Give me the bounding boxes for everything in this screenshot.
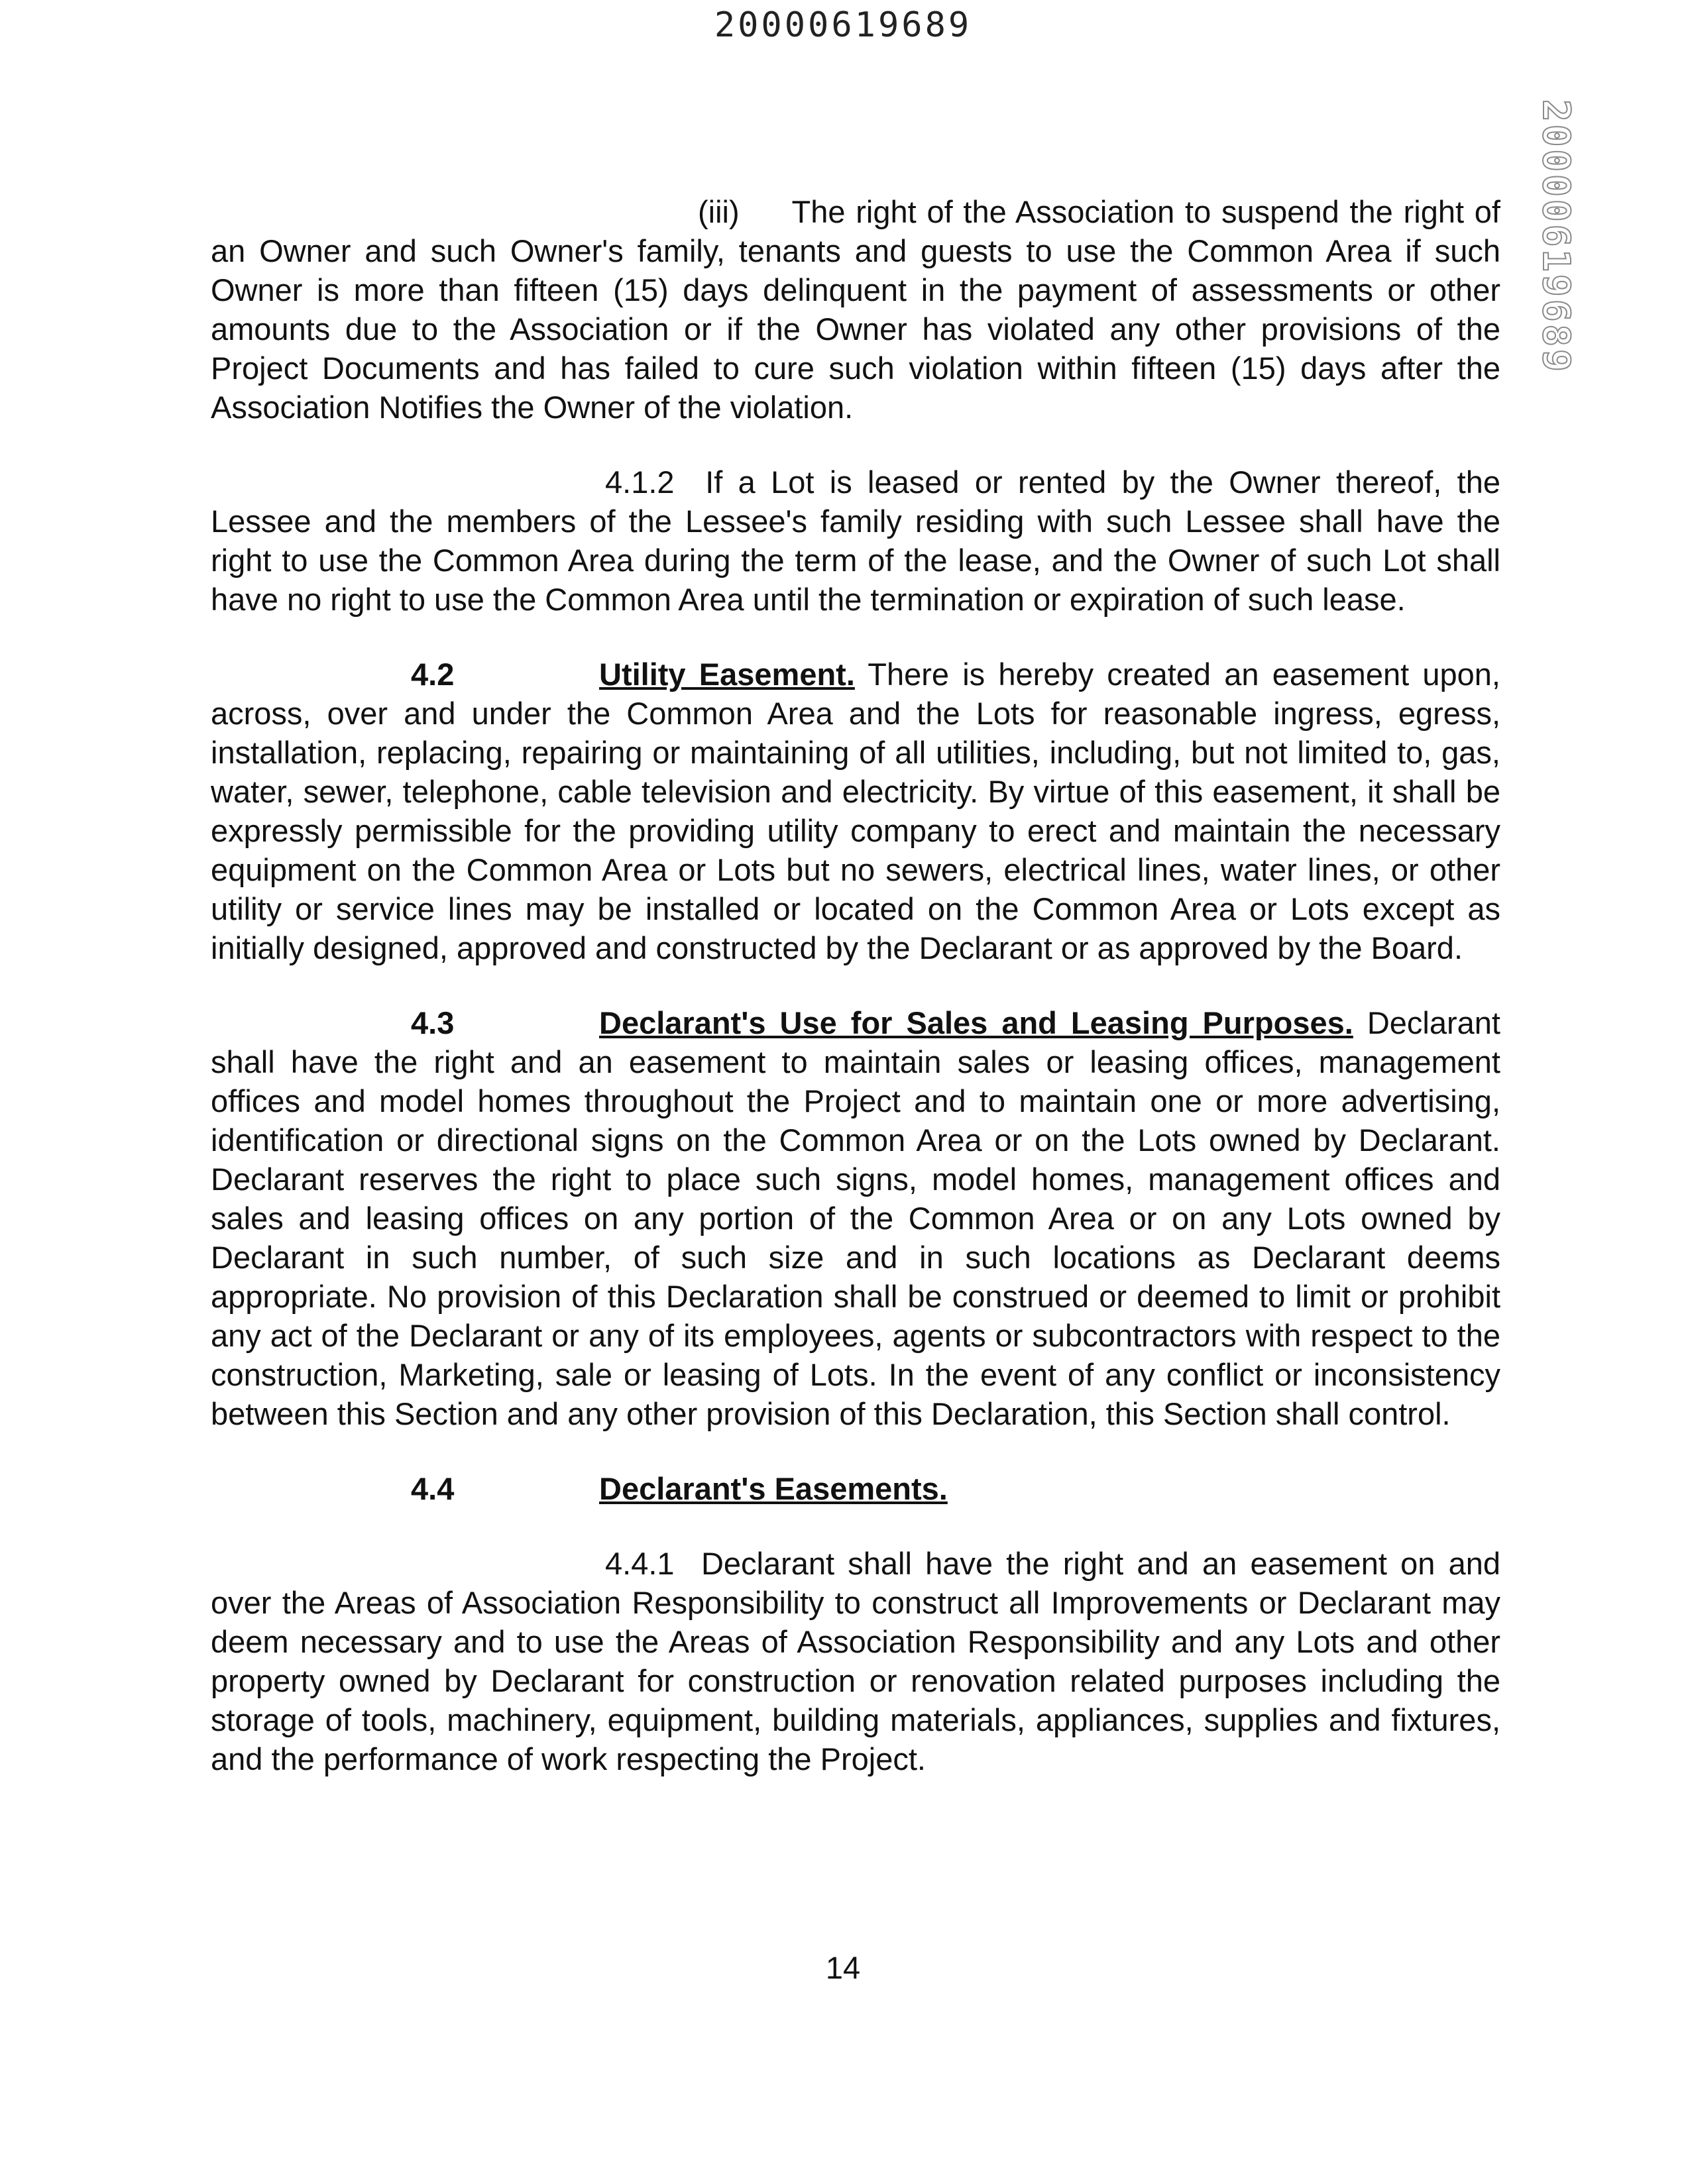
section-4-3-number: 4.3 xyxy=(411,1005,455,1040)
document-number: 20000619689 xyxy=(714,5,972,45)
paragraph-iii-text: The right of the Association to suspend the right of an Owner and such Owner's family, tenants and guests to use the Common Area if such Owner is more than fifteen (15) days delinquent in the payment of assessments or other amounts due to the Association or if the Owner has violated any other provisions of the Project Documents and has failed to cure such violation within fifteen (15) days after the Association Notifies the Owner of the violation. xyxy=(211,194,1500,425)
side-stamp xyxy=(1534,99,1583,374)
paragraph-4-1-2 xyxy=(211,463,1500,619)
section-4-2-number: 4.2 xyxy=(411,657,455,692)
section-4-4-number: 4.4 xyxy=(411,1471,455,1506)
section-4-2 xyxy=(211,655,1500,967)
section-4-4-title: Declarant's Easements. xyxy=(599,1471,948,1506)
section-4-3-title: Declarant's Use for Sales and Leasing Purposes. xyxy=(599,1005,1353,1040)
document-body xyxy=(211,192,1500,1778)
paragraph-4-1-2-label: 4.1.2 xyxy=(605,464,675,500)
paragraph-4-4-1-text: Declarant shall have the right and an easement on and over the Areas of Association Responsibility to construct all Improvements or Declarant may deem necessary and to use the Areas of Association Responsibility and any Lots and other property owned by Declarant for construction or renovation related purposes including the storage of tools, machinery, equipment, building materials, appliances, supplies and fixtures, and the performance of work respecting the Project. xyxy=(211,1546,1500,1776)
section-4-4 xyxy=(211,1469,1500,1508)
section-4-3-text: Declarant shall have the right and an easement to maintain sales or leasing offices, management offices and model homes throughout the Project and to maintain one or more advertising, identification or directional signs on the Common Area or on the Lots owned by Declarant. Declarant reserves the right to place such signs, model homes, management offices and sales and leasing offices on any portion of the Common Area or on any Lots owned by Declarant in such number, of such size and in such locations as Declarant deems appropriate. No provision of this Declaration shall be construed or deemed to limit or prohibit any act of the Declarant or any of its employees, agents or subcontractors with respect to the construction, Marketing, sale or leasing of Lots. In the event of any conflict or inconsistency between this Section and any other provision of this Declaration, this Section shall control. xyxy=(211,1005,1500,1431)
paragraph-4-1-2-text: If a Lot is leased or rented by the Owner thereof, the Lessee and the members of the Lessee's family residing with such Lessee shall have the right to use the Common Area during the term of the lease, and the Owner of such Lot shall have no right to use the Common Area until the termination or expiration of such lease. xyxy=(211,464,1500,617)
paragraph-4-4-1-label: 4.4.1 xyxy=(605,1546,675,1581)
paragraph-4-4-1 xyxy=(211,1544,1500,1778)
section-4-2-text: There is hereby created an easement upon, across, over and under the Common Area and the Lots for reasonable ingress, egress, installation, replacing, repairing or maintaining of all utilities, including, but not limited to, gas, water, sewer, telephone, cable television and electricity. By virtue of this easement, it shall be expressly permissible for the providing utility company to erect and maintain the necessary equipment on the Common Area or Lots but no sewers, electrical lines, water lines, or other utility or service lines may be installed or located on the Common Area or Lots except as initially designed, approved and constructed by the Declarant or as approved by the Board. xyxy=(211,657,1500,965)
side-stamp-text: 20000619689 xyxy=(1534,99,1577,374)
paragraph-iii xyxy=(211,192,1500,427)
section-4-2-title: Utility Easement. xyxy=(599,657,855,692)
section-4-3 xyxy=(211,1003,1500,1433)
page-number: 14 xyxy=(825,1950,861,1985)
paragraph-iii-label: (iii) xyxy=(698,194,740,229)
